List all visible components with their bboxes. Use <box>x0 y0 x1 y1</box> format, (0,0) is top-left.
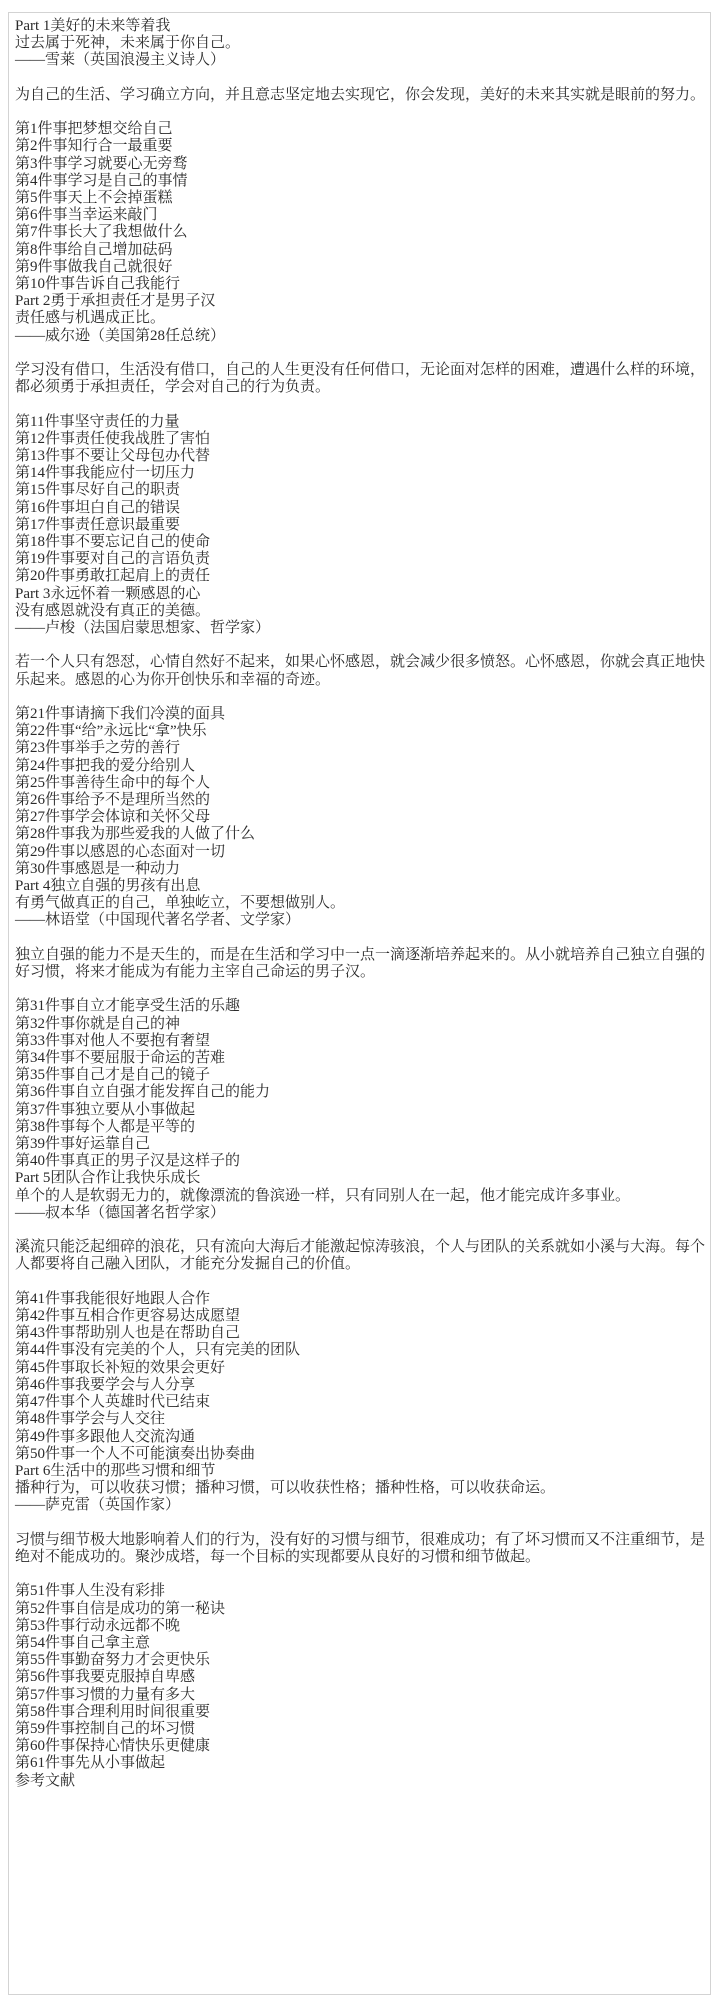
chapter-item: 第17件事责任意识最重要 <box>15 516 181 533</box>
chapter-item: 第8件事给自己增加砝码 <box>15 241 173 258</box>
part-title: Part 1美好的未来等着我 <box>15 18 171 34</box>
part-title: Part 2勇于承担责任才是男子汉 <box>15 293 216 310</box>
part-intro: 学习没有借口，生活没有借口，自己的人生更没有任何借口，无论面对怎样的困难，遭遇什么样的环境，都必须勇于承担责任，学会对自己的行为负责。 <box>15 362 706 396</box>
chapter-item: 第45件事取长补短的效果会更好 <box>15 1359 226 1376</box>
chapter-item: 第6件事当幸运来敲门 <box>15 207 158 224</box>
part-intro: 为自己的生活、学习确立方向，并且意志坚定地去实现它，你会发现，美好的未来其实就是眼前的努力。 <box>15 86 706 103</box>
chapter-item: 第42件事互相合作更容易达成愿望 <box>15 1308 241 1325</box>
chapter-item: 第33件事对他人不要抱有奢望 <box>15 1032 211 1049</box>
chapter-item: 第9件事做我自己就很好 <box>15 258 173 275</box>
chapter-item: 第55件事勤奋努力才会更快乐 <box>15 1652 211 1669</box>
chapter-item: 第35件事自己才是自己的镜子 <box>15 1067 211 1084</box>
part-intro: 习惯与细节极大地影响着人们的行为，没有好的习惯与细节，很难成功；有了坏习惯而又不注重细节，是绝对不能成功的。聚沙成塔，每一个目标的实现都要从良好的习惯和细节做起。 <box>15 1531 706 1565</box>
chapter-item: 第49件事多跟他人交流沟通 <box>15 1428 196 1445</box>
chapter-item: 第21件事请摘下我们冷漠的面具 <box>15 706 226 723</box>
chapter-item: 第37件事独立要从小事做起 <box>15 1101 196 1118</box>
document-frame <box>8 12 711 1995</box>
part-intro: 若一个人只有怨怼，心情自然好不起来，如果心怀感恩，就会减少很多愤怒。心怀感恩，你就会真正地快乐起来。感恩的心为你开创快乐和幸福的奇迹。 <box>15 654 706 688</box>
chapter-item: 第12件事责任使我战胜了害怕 <box>15 430 211 447</box>
part-quote: 单个的人是软弱无力的，就像漂流的鲁滨逊一样，只有同别人在一起，他才能完成许多事业。 <box>15 1187 631 1204</box>
chapter-item: 第4件事学习是自己的事情 <box>15 172 188 189</box>
chapter-item: 第54件事自己拿主意 <box>15 1634 151 1651</box>
chapter-item: 第19件事要对自己的言语负责 <box>15 551 211 568</box>
chapter-item: 第58件事合理利用时间很重要 <box>15 1703 211 1720</box>
chapter-item: 第46件事我要学会与人分享 <box>15 1376 196 1393</box>
chapter-item: 第44件事没有完美的个人，只有完美的团队 <box>15 1342 301 1359</box>
chapter-item: 第3件事学习就要心无旁骛 <box>15 155 188 172</box>
chapter-item: 第27件事学会体谅和关怀父母 <box>15 809 211 826</box>
chapter-item: 第25件事善待生命中的每个人 <box>15 774 211 791</box>
chapter-item: 第22件事“给”永远比“拿”快乐 <box>15 723 207 740</box>
part-quote: 责任感与机遇成正比。 <box>15 310 166 327</box>
chapter-item: 第2件事知行合一最重要 <box>15 138 173 155</box>
chapter-item: 第51件事人生没有彩排 <box>15 1583 166 1600</box>
part-quote: 没有感恩就没有真正的美德。 <box>15 602 211 619</box>
chapter-item: 第15件事尽好自己的职责 <box>15 482 181 499</box>
chapter-item: 第38件事每个人都是平等的 <box>15 1118 196 1135</box>
chapter-item: 第28件事我为那些爱我的人做了什么 <box>15 826 256 843</box>
part-section <box>15 586 705 878</box>
part-quote-author: ——卢梭（法国启蒙思想家、哲学家） <box>15 620 271 637</box>
part-quote-author: ——萨克雷（英国作家） <box>15 1497 181 1514</box>
chapter-item: 第7件事长大了我想做什么 <box>15 224 188 241</box>
references-label: 参考文献 <box>15 1772 76 1789</box>
chapter-item: 第30件事感恩是一种动力 <box>15 860 181 877</box>
part-quote: 有勇气做真正的自己，单独屹立，不要想做别人。 <box>15 895 346 912</box>
chapter-item: 第41件事我能很好地跟人合作 <box>15 1290 211 1307</box>
chapter-item: 第50件事一个人不可能演奏出协奏曲 <box>15 1445 256 1462</box>
chapter-item: 第61件事先从小事做起 <box>15 1755 166 1772</box>
part-section <box>15 878 705 1170</box>
chapter-item: 第40件事真正的男子汉是这样子的 <box>15 1153 241 1170</box>
part-quote-author: ——雪莱（英国浪漫主义诗人） <box>15 52 226 69</box>
chapter-item: 第24件事把我的爱分给别人 <box>15 757 196 774</box>
chapter-item: 第47件事个人英雄时代已结束 <box>15 1394 211 1411</box>
chapter-item: 第11件事坚守责任的力量 <box>15 413 180 430</box>
part-quote: 过去属于死神，未来属于你自己。 <box>15 35 241 52</box>
chapter-item: 第13件事不要让父母包办代替 <box>15 448 211 465</box>
table-of-contents <box>15 18 705 1790</box>
part-title: Part 5团队合作让我快乐成长 <box>15 1170 201 1187</box>
chapter-item: 第56件事我要克服掉自卑感 <box>15 1669 196 1686</box>
part-intro: 溪流只能泛起细碎的浪花，只有流向大海后才能激起惊涛骇浪，个人与团队的关系就如小溪与大海。每个人都要将自己融入团队，才能充分发掘自己的价值。 <box>15 1239 706 1273</box>
chapter-item: 第16件事坦白自己的错误 <box>15 499 181 516</box>
part-section <box>15 293 705 585</box>
chapter-item: 第43件事帮助别人也是在帮助自己 <box>15 1325 241 1342</box>
chapter-item: 第48件事学会与人交往 <box>15 1411 166 1428</box>
chapter-item: 第32件事你就是自己的神 <box>15 1015 181 1032</box>
part-title: Part 3永远怀着一颗感恩的心 <box>15 585 201 602</box>
chapter-item: 第57件事习惯的力量有多大 <box>15 1686 196 1703</box>
chapter-item: 第59件事控制自己的坏习惯 <box>15 1720 196 1737</box>
part-quote-author: ——林语堂（中国现代著名学者、文学家） <box>15 912 301 929</box>
chapter-item: 第1件事把梦想交给自己 <box>15 121 173 138</box>
part-quote-author: ——威尔逊（美国第28任总统） <box>15 327 226 344</box>
chapter-item: 第36件事自立自强才能发挥自己的能力 <box>15 1084 271 1101</box>
chapter-item: 第29件事以感恩的心态面对一切 <box>15 843 226 860</box>
chapter-item: 第20件事勇敢扛起肩上的责任 <box>15 568 211 585</box>
chapter-item: 第34件事不要屈服于命运的苦难 <box>15 1050 226 1067</box>
part-title: Part 6生活中的那些习惯和细节 <box>15 1462 216 1479</box>
chapter-item: 第10件事告诉自己我能行 <box>15 276 181 293</box>
part-quote-author: ——叔本华（德国著名哲学家） <box>15 1204 226 1221</box>
chapter-item: 第31件事自立才能享受生活的乐趣 <box>15 998 241 1015</box>
part-section <box>15 1463 705 1773</box>
chapter-item: 第53件事行动永远都不晚 <box>15 1617 181 1634</box>
chapter-item: 第5件事天上不会掉蛋糕 <box>15 190 173 206</box>
part-intro: 独立自强的能力不是天生的，而是在生活和学习中一点一滴逐渐培养起来的。从小就培养自己独立自强的好习惯，将来才能成为有能力主宰自己命运的男子汉。 <box>15 946 706 981</box>
chapter-item: 第14件事我能应付一切压力 <box>15 465 196 482</box>
chapter-item: 第18件事不要忘记自己的使命 <box>15 534 211 551</box>
chapter-item: 第26件事给予不是理所当然的 <box>15 792 211 809</box>
part-section <box>15 18 705 293</box>
chapter-item: 第52件事自信是成功的第一秘诀 <box>15 1600 226 1617</box>
chapter-item: 第23件事举手之劳的善行 <box>15 740 181 757</box>
part-title: Part 4独立自强的男孩有出息 <box>15 878 201 895</box>
part-section <box>15 1170 705 1462</box>
chapter-item: 第60件事保持心情快乐更健康 <box>15 1738 211 1755</box>
part-quote: 播种行为，可以收获习惯；播种习惯，可以收获性格；播种性格，可以收获命运。 <box>15 1480 556 1497</box>
chapter-item: 第39件事好运靠自己 <box>15 1136 151 1153</box>
